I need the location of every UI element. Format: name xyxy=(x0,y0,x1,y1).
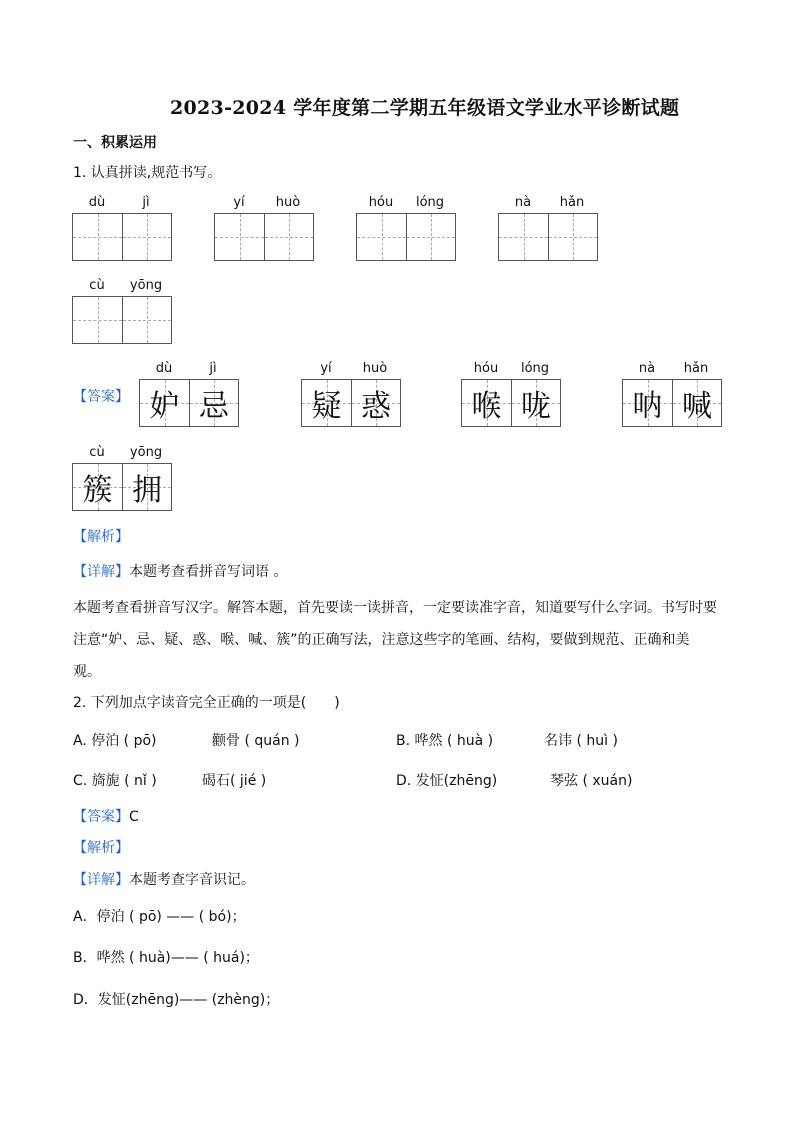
detail-line xyxy=(73,869,255,889)
pinyin: cù xyxy=(89,445,105,460)
explanation-line: 本题考查看拼音写汉字。解答本题，首先要读一读拼音，一定要读准字音，知道要写什么字词。书写时要 xyxy=(73,600,717,616)
answer-char: 喊 xyxy=(682,389,712,424)
detail-text: 本题考查看拼音写词语 。 xyxy=(129,564,288,580)
answer-label: 【答案】 xyxy=(73,389,129,405)
analysis-label: 【解析】 xyxy=(73,529,129,545)
detail-label: 【详解】 xyxy=(73,872,129,888)
answer-char: 拥 xyxy=(132,473,162,508)
option-a-second: 颧骨 ( quán ) xyxy=(212,733,300,749)
pinyin: hóu xyxy=(473,361,499,376)
writing-grid xyxy=(356,213,456,261)
answer-char: 疑 xyxy=(311,389,342,424)
answer-char: 喉 xyxy=(471,389,502,424)
detail-line xyxy=(73,561,287,581)
pinyin: yōng xyxy=(129,278,163,293)
answer-char: 惑 xyxy=(361,389,391,424)
answer-line xyxy=(73,806,139,826)
pinyin: cù xyxy=(89,278,105,293)
writing-grid xyxy=(498,213,598,261)
pinyin: hǎn xyxy=(683,361,709,376)
pinyin: yí xyxy=(233,195,245,210)
pinyin: hǎn xyxy=(559,195,585,210)
answer-grid xyxy=(301,379,401,427)
pinyin: dù xyxy=(155,361,173,376)
answer-char: 呐 xyxy=(632,389,663,424)
pinyin: nà xyxy=(514,195,532,210)
page-title: 2023-2024 学年度第二学期五年级语文学业水平诊断试题 xyxy=(170,97,680,119)
pinyin: huò xyxy=(362,361,388,376)
explanation-line: 观。 xyxy=(73,664,101,680)
explanation-line: B．哗然 ( huà)—— ( huá)； xyxy=(73,950,259,966)
analysis-label: 【解析】 xyxy=(73,840,129,856)
answer-label: 【答案】 xyxy=(73,809,129,825)
explanation-paragraph xyxy=(73,592,723,688)
explanation-line: D．发怔(zhēng)—— (zhèng)； xyxy=(73,992,280,1008)
answer-grid xyxy=(622,379,722,427)
pinyin: huò xyxy=(275,195,301,210)
pinyin: nà xyxy=(638,361,656,376)
option-b-second: 名讳 ( huì ) xyxy=(544,733,618,749)
option-c-second: 碣石( jié ) xyxy=(202,773,267,789)
option-c: C. 旖旎 ( nǐ ) xyxy=(73,773,157,789)
pinyin: yōng xyxy=(129,445,163,460)
answer-grid xyxy=(139,379,239,427)
answer-char: 咙 xyxy=(521,389,551,424)
answer-grid xyxy=(72,463,172,511)
detail-label: 【详解】 xyxy=(73,564,129,580)
answer-char: 忌 xyxy=(199,389,229,424)
writing-grid xyxy=(72,296,172,344)
pinyin: jì xyxy=(209,361,217,376)
explanation-line: A．停泊 ( pō) —— ( bó)； xyxy=(73,909,246,925)
option-a: A. 停泊 ( pō) xyxy=(73,733,157,749)
pinyin: hóu xyxy=(368,195,394,210)
pinyin: dù xyxy=(88,195,106,210)
option-d: D. 发怔(zhēng) xyxy=(396,773,498,789)
question-1-prompt: 1. 认真拼读,规范书写。 xyxy=(73,165,222,181)
answer-char: 簇 xyxy=(82,473,113,508)
answer-grid xyxy=(461,379,561,427)
writing-grid xyxy=(72,213,172,261)
section-heading: 一、积累运用 xyxy=(73,135,157,151)
answer-value: C xyxy=(129,809,139,825)
option-b: B. 哗然 ( huà ) xyxy=(396,733,494,749)
pinyin: jì xyxy=(142,195,150,210)
pinyin: lóng xyxy=(415,195,445,210)
pinyin: yí xyxy=(320,361,332,376)
pinyin: lóng xyxy=(520,361,550,376)
option-d-second: 琴弦 ( xuán) xyxy=(550,773,633,789)
answer-char: 妒 xyxy=(149,389,180,424)
detail-text: 本题考查字音识记。 xyxy=(129,872,255,888)
question-2-prompt: 2. 下列加点字读音完全正确的一项是( ) xyxy=(73,695,340,711)
explanation-line: 注意“妒、忌、疑、惑、喉、喊、簇”的正确写法，注意这些字的笔画、结构，要做到规范、正确和美 xyxy=(73,632,690,648)
writing-grid xyxy=(214,213,314,261)
